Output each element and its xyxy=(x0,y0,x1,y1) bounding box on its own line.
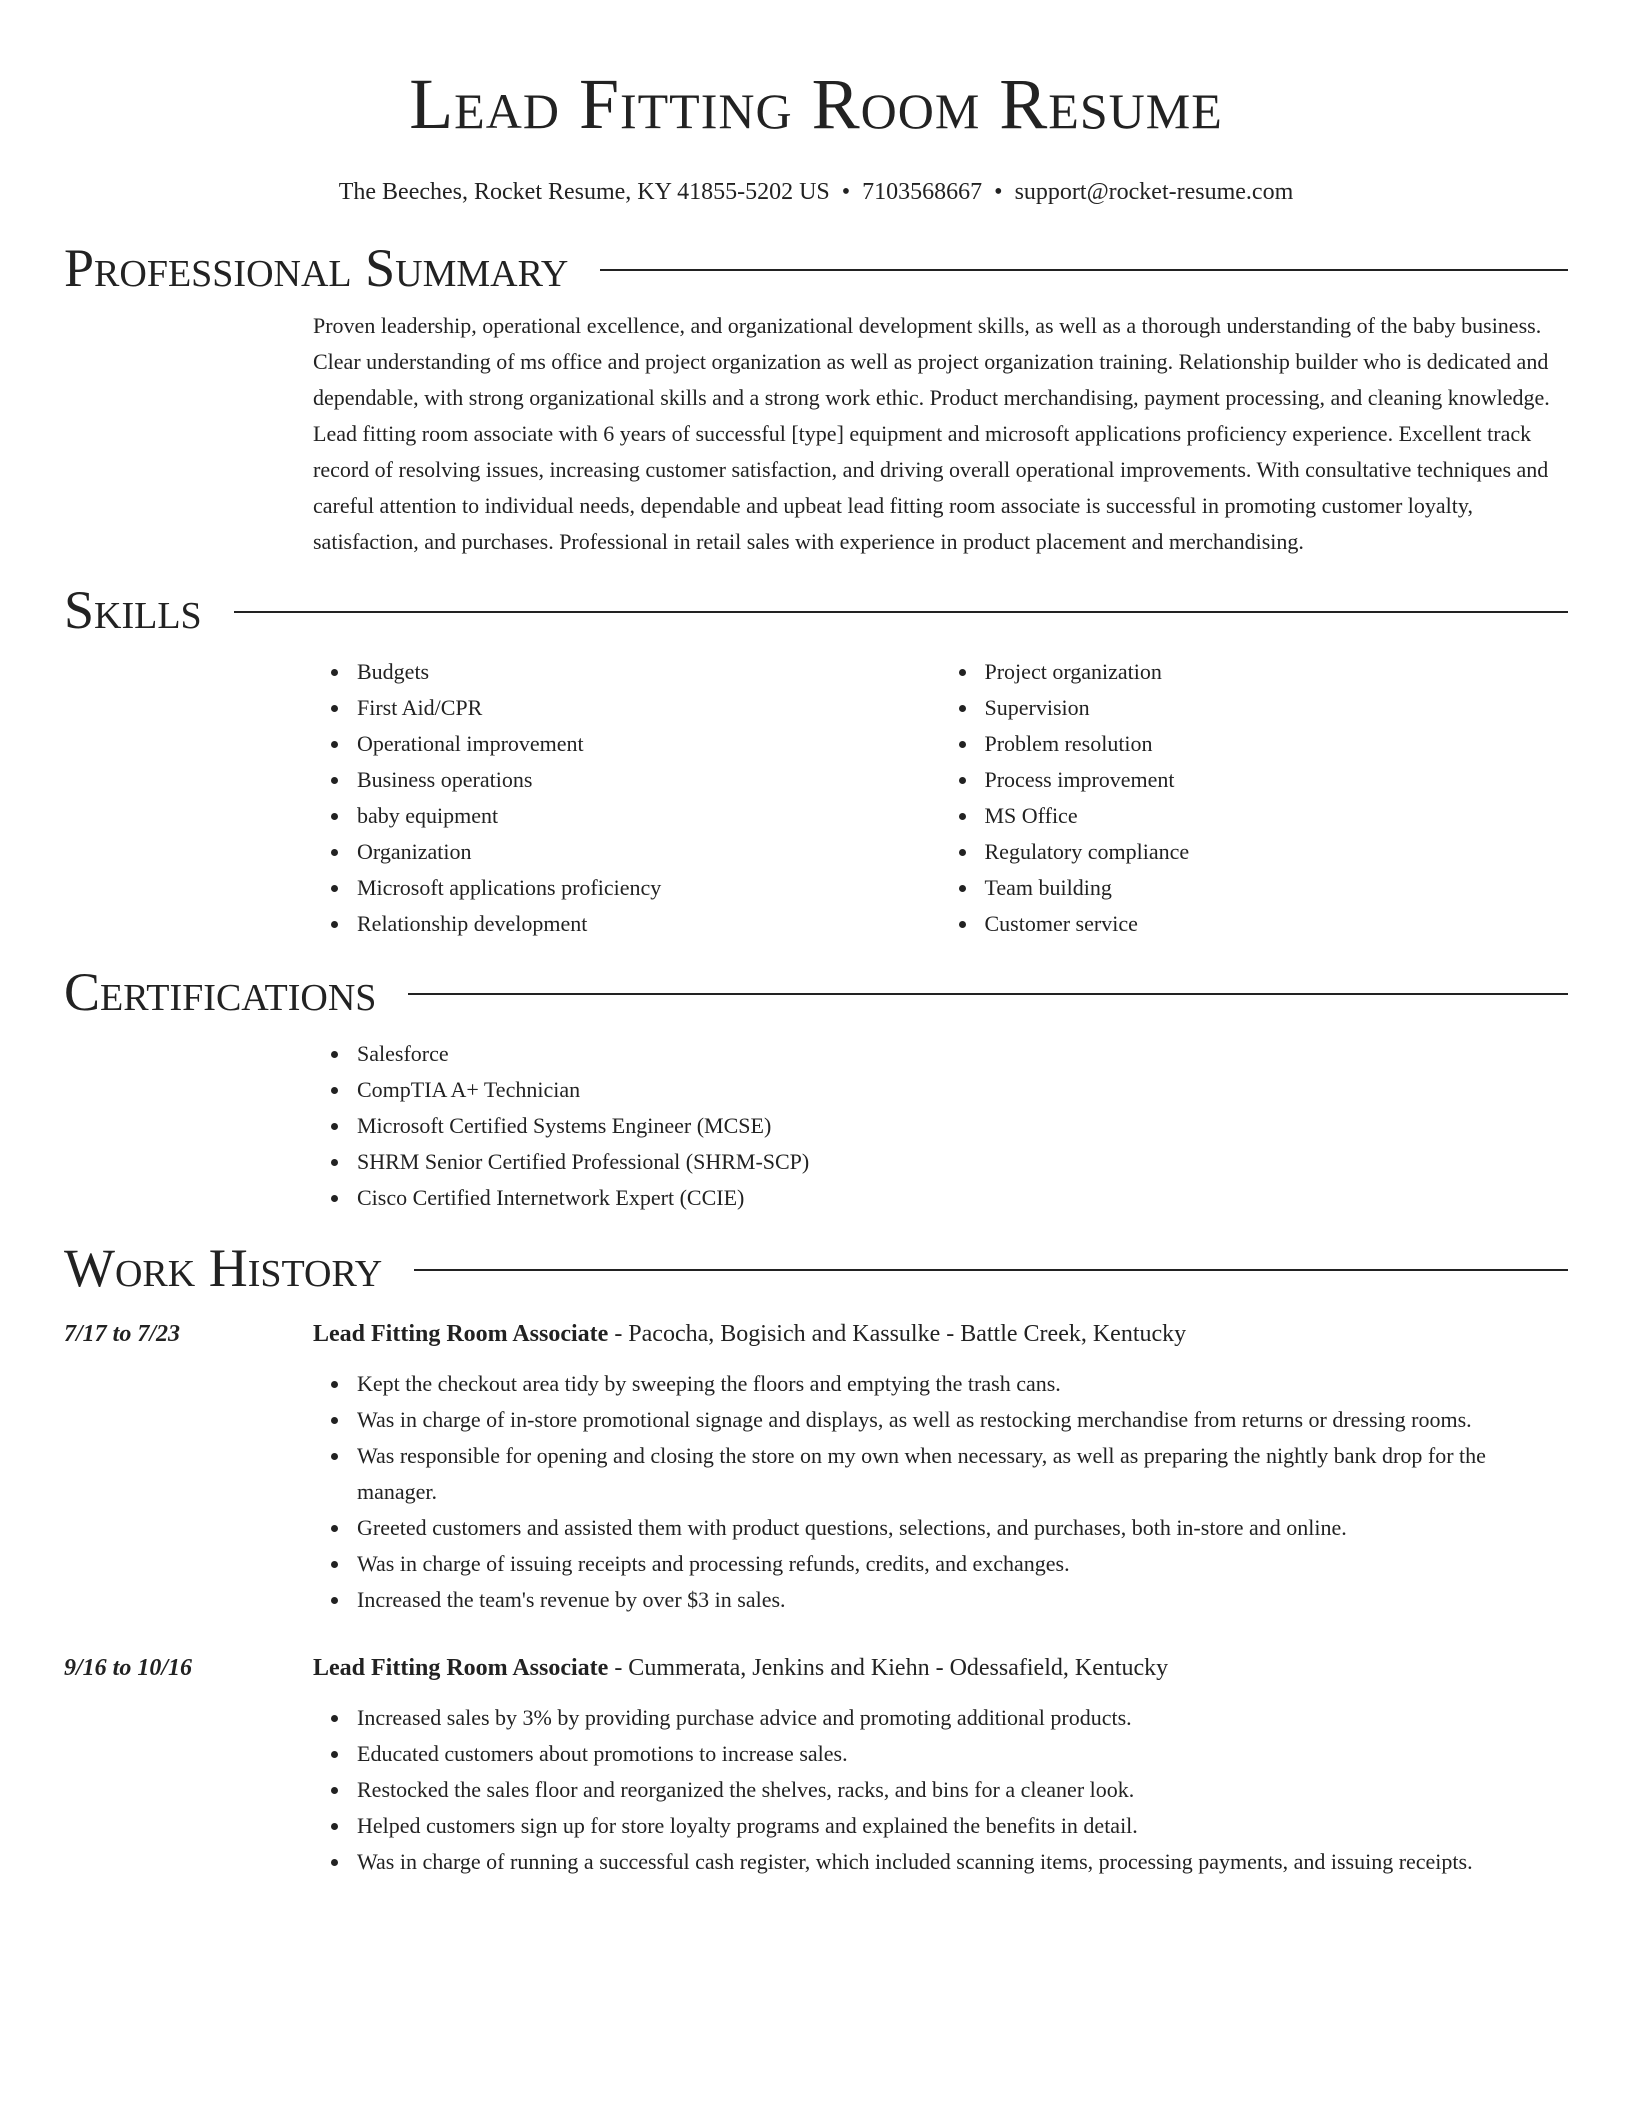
list-item: Restocked the sales floor and reorganized the shelves, racks, and bins for a cleaner look. xyxy=(357,1772,1568,1808)
list-item: Problem resolution xyxy=(985,726,1569,762)
section-divider xyxy=(408,993,1568,995)
job-header xyxy=(64,1316,1568,1352)
list-item: CompTIA A+ Technician xyxy=(357,1072,1568,1108)
list-item: Educated customers about promotions to increase sales. xyxy=(357,1736,1568,1772)
list-item: Operational improvement xyxy=(357,726,941,762)
list-item: Organization xyxy=(357,834,941,870)
list-item: Increased the team's revenue by over $3 in sales. xyxy=(357,1582,1568,1618)
list-item: Greeted customers and assisted them with product questions, selections, and purchases, both in-store and online. xyxy=(357,1510,1568,1546)
job-entry xyxy=(64,1316,1568,1618)
list-item: baby equipment xyxy=(357,798,941,834)
list-item: Was in charge of running a successful cash register, which included scanning items, processing payments, and issuing receipts. xyxy=(357,1844,1568,1880)
job-title: Lead Fitting Room Associate xyxy=(313,1655,609,1681)
section-divider xyxy=(414,1269,1568,1271)
job-duties xyxy=(313,1700,1568,1880)
separator-dot: • xyxy=(994,179,1003,205)
skills-section-header xyxy=(64,580,1568,640)
skills-heading: Skills xyxy=(64,580,202,640)
summary-section-header xyxy=(64,238,1568,298)
resume-title: Lead Fitting Room Resume xyxy=(409,64,1223,144)
email: support@rocket-resume.com xyxy=(1014,179,1294,205)
list-item: Project organization xyxy=(985,654,1569,690)
address: The Beeches, Rocket Resume, KY 41855-5202 US xyxy=(338,179,830,205)
list-item: MS Office xyxy=(985,798,1569,834)
job-employer: - Cummerata, Jenkins and Kiehn - Odessafield, Kentucky xyxy=(608,1655,1169,1681)
list-item: Supervision xyxy=(985,690,1569,726)
list-item: Customer service xyxy=(985,906,1569,942)
list-item: Was in charge of in-store promotional signage and displays, as well as restocking merchandise from returns or dressing rooms. xyxy=(357,1402,1568,1438)
skills-column-right xyxy=(941,654,1569,942)
list-item: Microsoft applications proficiency xyxy=(357,870,941,906)
phone: 7103568667 xyxy=(862,179,983,205)
list-item: First Aid/CPR xyxy=(357,690,941,726)
job-heading xyxy=(313,1650,1168,1686)
list-item: Increased sales by 3% by providing purchase advice and promoting additional products. xyxy=(357,1700,1568,1736)
job-dates: 7/17 to 7/23 xyxy=(64,1321,181,1347)
contact-line xyxy=(64,178,1568,206)
job-heading xyxy=(313,1316,1186,1352)
list-item: Was in charge of issuing receipts and processing refunds, credits, and exchanges. xyxy=(357,1546,1568,1582)
job-entry xyxy=(64,1650,1568,1880)
certifications-heading: Certifications xyxy=(64,962,377,1022)
list-item: Was responsible for opening and closing the store on my own when necessary, as well as preparing the nightly bank drop for the manager. xyxy=(357,1438,1568,1510)
summary-text: Proven leadership, operational excellence, and organizational development skills, as well as a thorough understanding of the baby business. Clear understanding of ms office and project organization as well as project organization training. Relationship builder who is dedicated and dependable, with strong organizational skills and a strong work ethic. Product merchandising, payment processing, and cleaning knowledge. Lead fitting room associate with 6 years of successful [type] equipment and microsoft applications proficiency experience. Excellent track record of resolving issues, increasing customer satisfaction, and driving overall operational improvements. With consultative techniques and careful attention to individual needs, dependable and upbeat lead fitting room associate is successful in promoting customer loyalty, satisfaction, and purchases. Professional in retail sales with experience in product placement and merchandising. xyxy=(313,313,1550,554)
list-item: Microsoft Certified Systems Engineer (MCSE) xyxy=(357,1108,1568,1144)
job-employer: - Pacocha, Bogisich and Kassulke - Battle Creek, Kentucky xyxy=(608,1321,1187,1347)
section-divider xyxy=(600,269,1568,271)
job-dates: 9/16 to 10/16 xyxy=(64,1655,193,1681)
skills-column-left xyxy=(313,654,941,942)
list-item: Relationship development xyxy=(357,906,941,942)
summary-heading: Professional Summary xyxy=(64,238,569,298)
list-item: Salesforce xyxy=(357,1036,1568,1072)
list-item: Budgets xyxy=(357,654,941,690)
certifications-list xyxy=(313,1036,1568,1216)
work-history-section-header xyxy=(64,1238,1568,1298)
certifications-section-header xyxy=(64,962,1568,1022)
job-header xyxy=(64,1650,1568,1686)
list-item: SHRM Senior Certified Professional (SHRM-SCP) xyxy=(357,1144,1568,1180)
work-history-heading: Work History xyxy=(64,1238,383,1298)
list-item: Process improvement xyxy=(985,762,1569,798)
list-item: Business operations xyxy=(357,762,941,798)
section-divider xyxy=(234,611,1568,613)
list-item: Helped customers sign up for store loyalty programs and explained the benefits in detail. xyxy=(357,1808,1568,1844)
list-item: Team building xyxy=(985,870,1569,906)
list-item: Kept the checkout area tidy by sweeping the floors and emptying the trash cans. xyxy=(357,1366,1568,1402)
list-item: Cisco Certified Internetwork Expert (CCIE) xyxy=(357,1180,1568,1216)
separator-dot: • xyxy=(841,179,851,205)
list-item: Regulatory compliance xyxy=(985,834,1569,870)
job-title: Lead Fitting Room Associate xyxy=(313,1321,609,1347)
skills-list xyxy=(313,654,1568,942)
job-duties xyxy=(313,1366,1568,1618)
